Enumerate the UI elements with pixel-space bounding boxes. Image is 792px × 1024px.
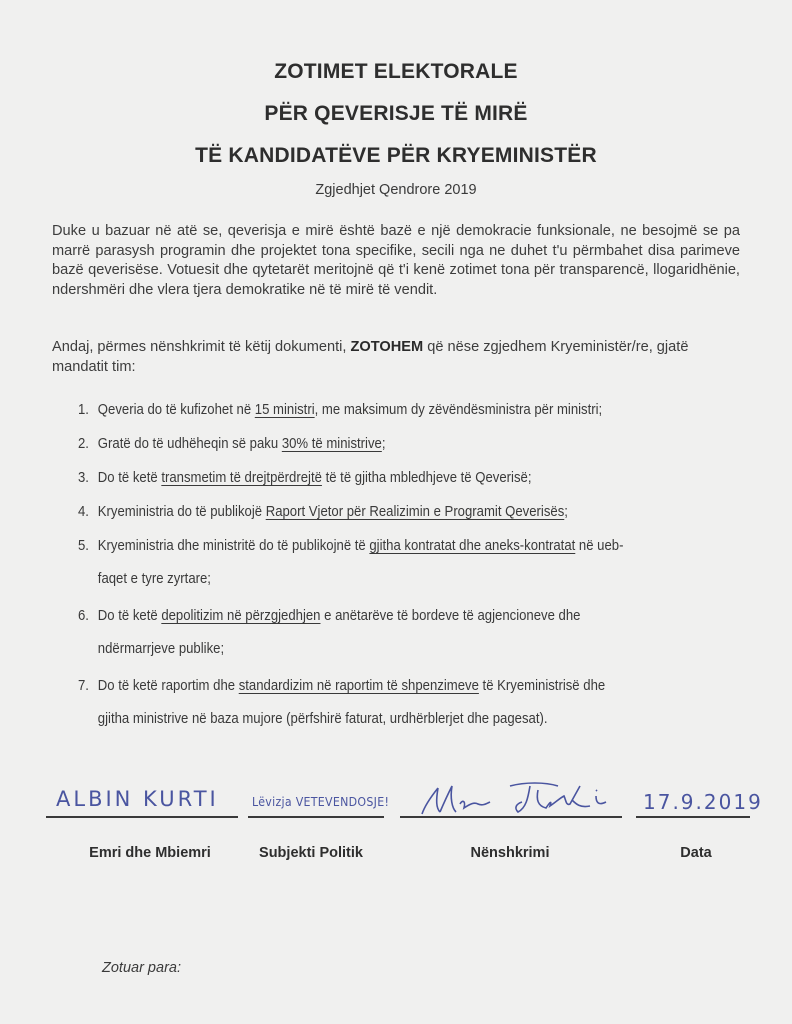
signature-label: Nënshkrimi	[470, 845, 550, 861]
item-underlined: 30% të ministrive	[281, 436, 382, 452]
item-number: 4.	[78, 504, 89, 520]
commitment-item-6	[78, 600, 690, 666]
commitment-item-2	[78, 428, 690, 461]
handwritten-signature	[400, 778, 622, 818]
item-text-end: ;	[564, 504, 568, 520]
name-line	[46, 816, 238, 818]
item-text: Do të ketë	[97, 608, 162, 624]
document-title-line-2: PËR QEVERISJE TË MIRË	[264, 102, 528, 125]
item-continuation: gjitha ministrive në baza mujore (përfshirë faturat, urdhërblerjet dhe pagesat).	[97, 711, 548, 727]
pledge-intro	[52, 338, 740, 377]
item-underlined: transmetim të drejtpërdrejtë	[161, 470, 322, 486]
pledge-keyword: ZOTOHEM	[350, 339, 424, 355]
item-underlined: standardizim në raportim të shpenzimeve	[238, 678, 479, 694]
item-underlined: gjitha kontratat dhe aneks-kontratat	[369, 538, 576, 554]
commitment-item-5	[78, 530, 690, 596]
item-number: 5.	[78, 538, 89, 554]
signature-line	[400, 816, 622, 818]
party-label: Subjekti Politik	[259, 845, 363, 861]
item-number: 3.	[78, 470, 89, 486]
witnessed-by-label: Zotuar para:	[102, 960, 181, 976]
commitment-item-1	[78, 394, 690, 427]
name-label: Emri dhe Mbiemri	[89, 845, 211, 861]
item-continuation: faqet e tyre zyrtare;	[97, 571, 211, 587]
item-text-end: e anëtarëve të bordeve të agjencioneve dhe	[320, 608, 581, 624]
item-underlined: 15 ministri	[254, 402, 315, 418]
date-label: Data	[680, 845, 712, 861]
pledge-intro-text: Andaj, përmes nënshkrimit të këtij dokumenti,	[52, 339, 351, 355]
date-line	[636, 816, 750, 818]
item-number: 6.	[78, 608, 89, 624]
item-underlined: Raport Vjetor për Realizimin e Programit Qeverisës	[265, 504, 565, 520]
item-text: Kryeministria dhe ministritë do të publikojnë të	[97, 538, 370, 554]
item-text: Gratë do të udhëheqin së paku	[97, 436, 282, 452]
item-number: 2.	[78, 436, 89, 452]
item-continuation: ndërmarrjeve publike;	[97, 641, 225, 657]
intro-paragraph: Duke u bazuar në atë se, qeverisja e mirë është bazë e një demokracie funksionale, ne besojmë se pa marrë parasysh programin dhe projektet tona specifike, secili nga ne duhet t'u përmbahet disa parimeve bazë qeverisëse. Votuesit dhe qytetarët meritojnë që t'i kenë zotimet tona për transparencë, llogaridhënie, ndershmëri dhe vlera tjera demokratike në të mirë të vendit.	[52, 223, 740, 298]
item-number: 1.	[78, 402, 89, 418]
handwritten-name: ALBIN KURTI	[56, 787, 219, 811]
item-text-end: të Kryeministrisë dhe	[478, 678, 606, 694]
party-line	[248, 816, 384, 818]
document-subtitle: Zgjedhjet Qendrore 2019	[315, 182, 477, 198]
document-title-line-3: TË KANDIDATËVE PËR KRYEMINISTËR	[195, 144, 597, 167]
document-title-line-1: ZOTIMET ELEKTORALE	[274, 60, 518, 83]
commitment-item-4	[78, 496, 690, 529]
handwritten-date: 17.9.2019	[643, 790, 763, 814]
item-number: 7.	[78, 678, 89, 694]
item-text-end: ;	[381, 436, 386, 452]
item-text: Kryeministria do të publikojë	[97, 504, 266, 520]
commitment-item-7	[78, 670, 690, 736]
commitment-item-3	[78, 462, 690, 495]
item-text-end: , me maksimum dy zëvëndësministra për ministri;	[314, 402, 603, 418]
item-text: Qeveria do të kufizohet në	[97, 402, 255, 418]
item-text: Do të ketë	[97, 470, 162, 486]
item-text-end: të të gjitha mbledhjeve të Qeverisë;	[321, 470, 532, 486]
pledge-intro-text-end: që nëse zgjedhem Kryeministër/re, gjatë mandatit tim:	[52, 339, 689, 375]
item-underlined: depolitizim në përzgjedhjen	[161, 608, 321, 624]
item-text-end: në ueb-	[575, 538, 624, 554]
item-text: Do të ketë raportim dhe	[97, 678, 239, 694]
handwritten-party: Lëvizja VETEVENDOSJE!	[252, 795, 390, 809]
